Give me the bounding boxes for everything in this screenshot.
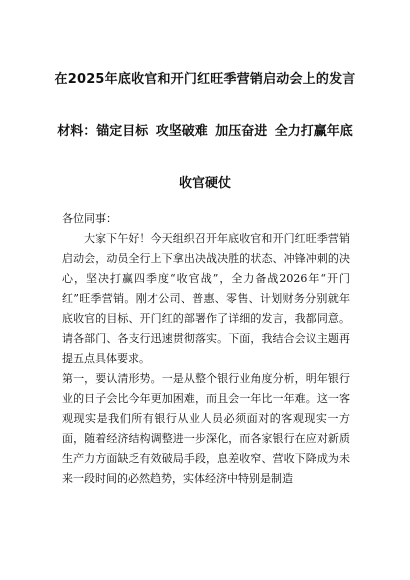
document-title: 在2025年底收官和开门红旺季营销启动会上的发言 bbox=[54, 72, 356, 87]
document-subtitle-line-2: 收官硬仗 bbox=[178, 176, 231, 191]
document-subtitle-line-1: 材料：锚定目标 攻坚破难 加压奋进 全力打赢年底 bbox=[57, 124, 353, 139]
paragraph-2: 第一，要认清形势。一是从整个银行业角度分析，明年银行业的日子会比今年更加困难，而且会一年比一年难。这一客观现实是我们所有银行从业人员必须面对的客观现实一方面，随着经济结构调整进一步深化，而各家银行在应对新质生产力方面缺乏有效破局手段，息差收窄、营收下降成为未来一段时间的必然趋势，实体经济中特别是制造 bbox=[62, 372, 350, 485]
paragraph-1: 大家下午好！今天组织召开年底收官和开门红旺季营销启动会，动员全行上下拿出决战决胜的状态、冲锋冲刺的决心，坚决打赢四季度“收官战”，全力备战2026年“开门红”旺季营销。刚才公司、普惠、零售、计划财务分别就年底收官的目标、开门红的部署作了详细的发言，我都同意。请各部门、各支行迅速贯彻落实。下面，我结合会议主题再提五点具体要求。 bbox=[62, 232, 350, 365]
salutation: 各位同事： bbox=[62, 212, 117, 225]
